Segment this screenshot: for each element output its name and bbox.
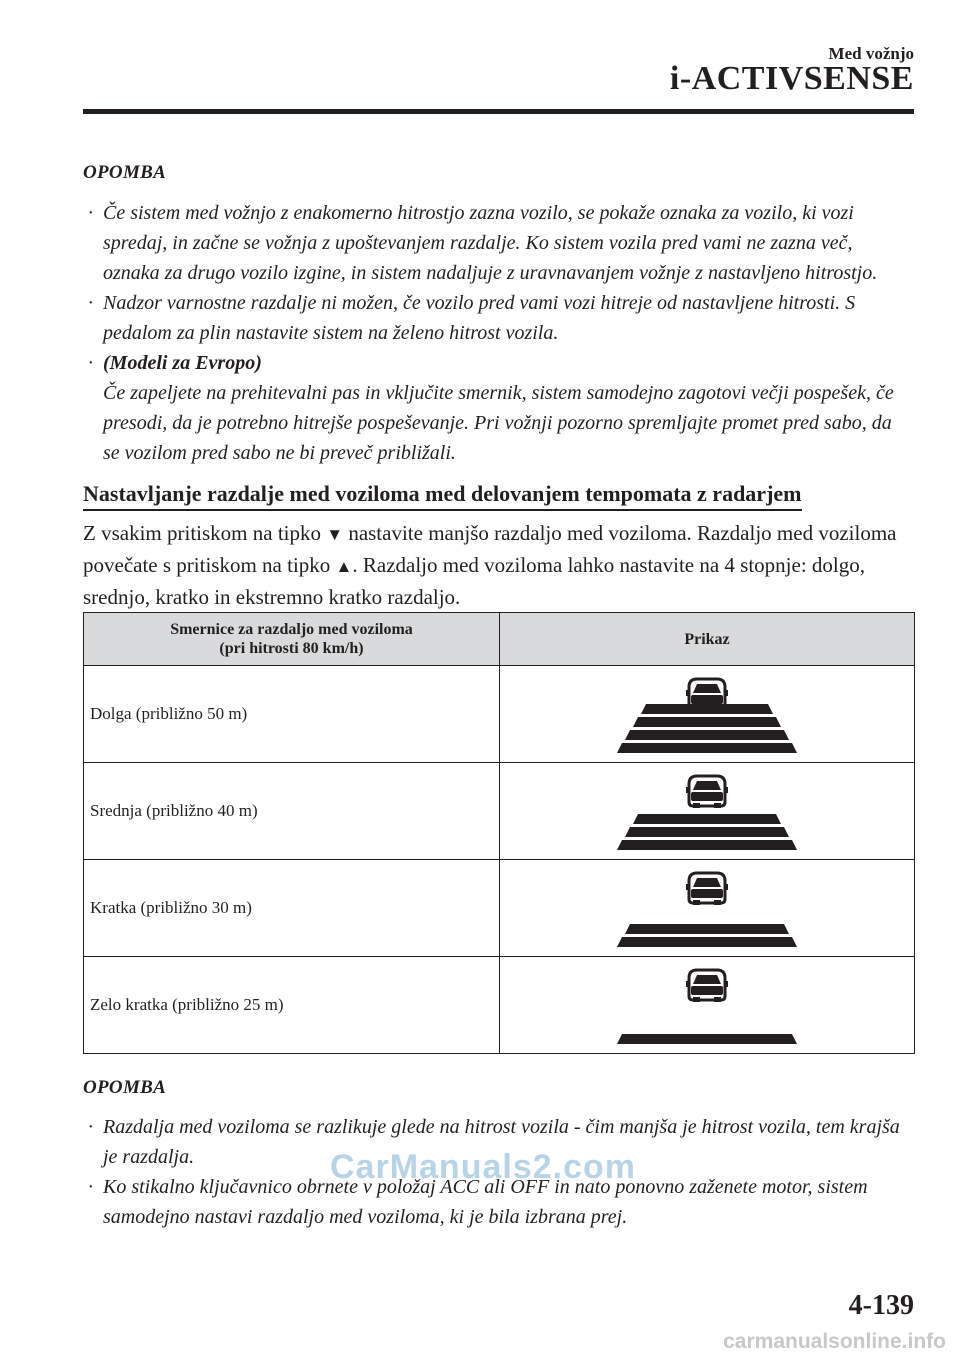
note-text: Če sistem med vožnjo z enakomerno hitrostjo zazna vozilo, se pokaže oznaka za vozilo, ki vozi spredaj, in začne se vožnja z upoštevanjem razdalje. Ko sistem vozila pred vami ne zazna več, oznaka za drugo vozilo izgine, in sistem nadaljuje z uravnavanjem vožnje z nastavljeno hitrostjo.	[103, 202, 878, 284]
distance-indicator-icon	[607, 768, 807, 854]
down-arrow-icon: ▼	[326, 525, 344, 544]
col-header-display: Prikaz	[500, 613, 915, 666]
distance-label: Dolga (približno 50 m)	[84, 666, 500, 763]
up-arrow-icon: ▲	[335, 557, 353, 576]
section-heading: Nastavljanje razdalje med voziloma med delovanjem tempomata z radarjem	[83, 480, 802, 511]
table-header-row	[84, 613, 915, 666]
footer-site-link[interactable]: carmanualsonline.info	[723, 1330, 946, 1353]
distance-bar	[617, 743, 797, 753]
bullet: ·	[88, 1176, 93, 1198]
col-header-line: (pri hitrosti 80 km/h)	[219, 640, 364, 657]
col-header-line: Smernice za razdaljo med voziloma	[170, 621, 413, 638]
car-icon	[686, 776, 728, 808]
bullet: ·	[88, 202, 93, 224]
distance-display	[500, 763, 915, 860]
note-list-1	[83, 198, 913, 468]
distance-bar	[625, 827, 789, 837]
table-row	[84, 860, 915, 957]
note-text: Razdalja med voziloma se razlikuje glede na hitrost vozila - čim manjša je hitrost vozila, tem krajša je razdalja.	[103, 1116, 900, 1168]
note-text: Nadzor varnostne razdalje ni možen, če vozilo pred vami vozi hitreje od nastavljene hitrosti. S pedalom za plin nastavite sistem na želeno hitrost vozila.	[103, 292, 856, 344]
table-row	[84, 666, 915, 763]
bullet: ·	[88, 1116, 93, 1138]
note-text: Če zapeljete na prehitevalni pas in vključite smernik, sistem samodejno zagotovi večji pospešek, če presodi, da je potrebno hitrejše pospeševanje. Pri vožnji pozorno spremljajte promet pred sabo, da se vozilom pred sabo ne bi preveč približali.	[103, 382, 894, 464]
bullet: ·	[88, 352, 93, 374]
distance-display	[500, 957, 915, 1054]
page-number: 4-139	[848, 1290, 914, 1321]
distance-bar	[641, 704, 773, 714]
distance-display	[500, 860, 915, 957]
distance-bar	[633, 814, 781, 824]
note-subtitle: (Modeli za Evropo)	[103, 352, 262, 374]
distance-bar	[617, 840, 797, 850]
note-item	[83, 288, 913, 348]
distance-label: Zelo kratka (približno 25 m)	[84, 957, 500, 1054]
body-paragraph	[83, 518, 913, 612]
body-text-part: nastavite manjšo razdaljo med voziloma. Razdaljo med voziloma povečate s pritiskom na tipko	[83, 521, 897, 577]
distance-display	[500, 666, 915, 763]
distance-label: Srednja (približno 40 m)	[84, 763, 500, 860]
header-rule	[83, 109, 914, 114]
distance-indicator-icon	[607, 865, 807, 951]
bullet: ·	[88, 292, 93, 314]
distance-label: Kratka (približno 30 m)	[84, 860, 500, 957]
note-label-2: OPOMBA	[83, 1077, 167, 1098]
body-text-part: . Razdaljo med voziloma lahko nastavite na 4 stopnje: dolgo, srednjo, kratko in ekstremno kratko razdaljo.	[83, 553, 866, 609]
section-name: Med vožnjo	[828, 44, 914, 63]
watermark-logo: CarManuals2.com	[330, 1148, 636, 1186]
distance-bar	[617, 937, 797, 947]
chapter-title: i-ACTIVSENSE	[669, 60, 914, 97]
distance-bar	[625, 730, 789, 740]
car-icon	[686, 970, 728, 1002]
table-row	[84, 957, 915, 1054]
note-item	[83, 198, 913, 288]
distance-indicator-icon	[607, 671, 807, 757]
body-text-part: Z vsakim pritiskom na tipko	[83, 521, 327, 545]
note-label-1: OPOMBA	[83, 162, 167, 183]
distance-bar	[617, 1034, 797, 1044]
table-row	[84, 763, 915, 860]
distance-indicator-icon	[607, 962, 807, 1048]
distance-bar	[633, 717, 781, 727]
distance-bar	[625, 924, 789, 934]
col-header-guidelines	[84, 613, 500, 666]
distance-table	[83, 612, 915, 1054]
note-item	[83, 348, 913, 468]
note-text: Ko stikalno ključavnico obrnete v položaj ACC ali OFF in nato ponovno zaženete motor, sistem samodejno nastavi razdaljo med voziloma, ki je bila izbrana prej.	[103, 1176, 868, 1228]
car-icon	[686, 873, 728, 905]
